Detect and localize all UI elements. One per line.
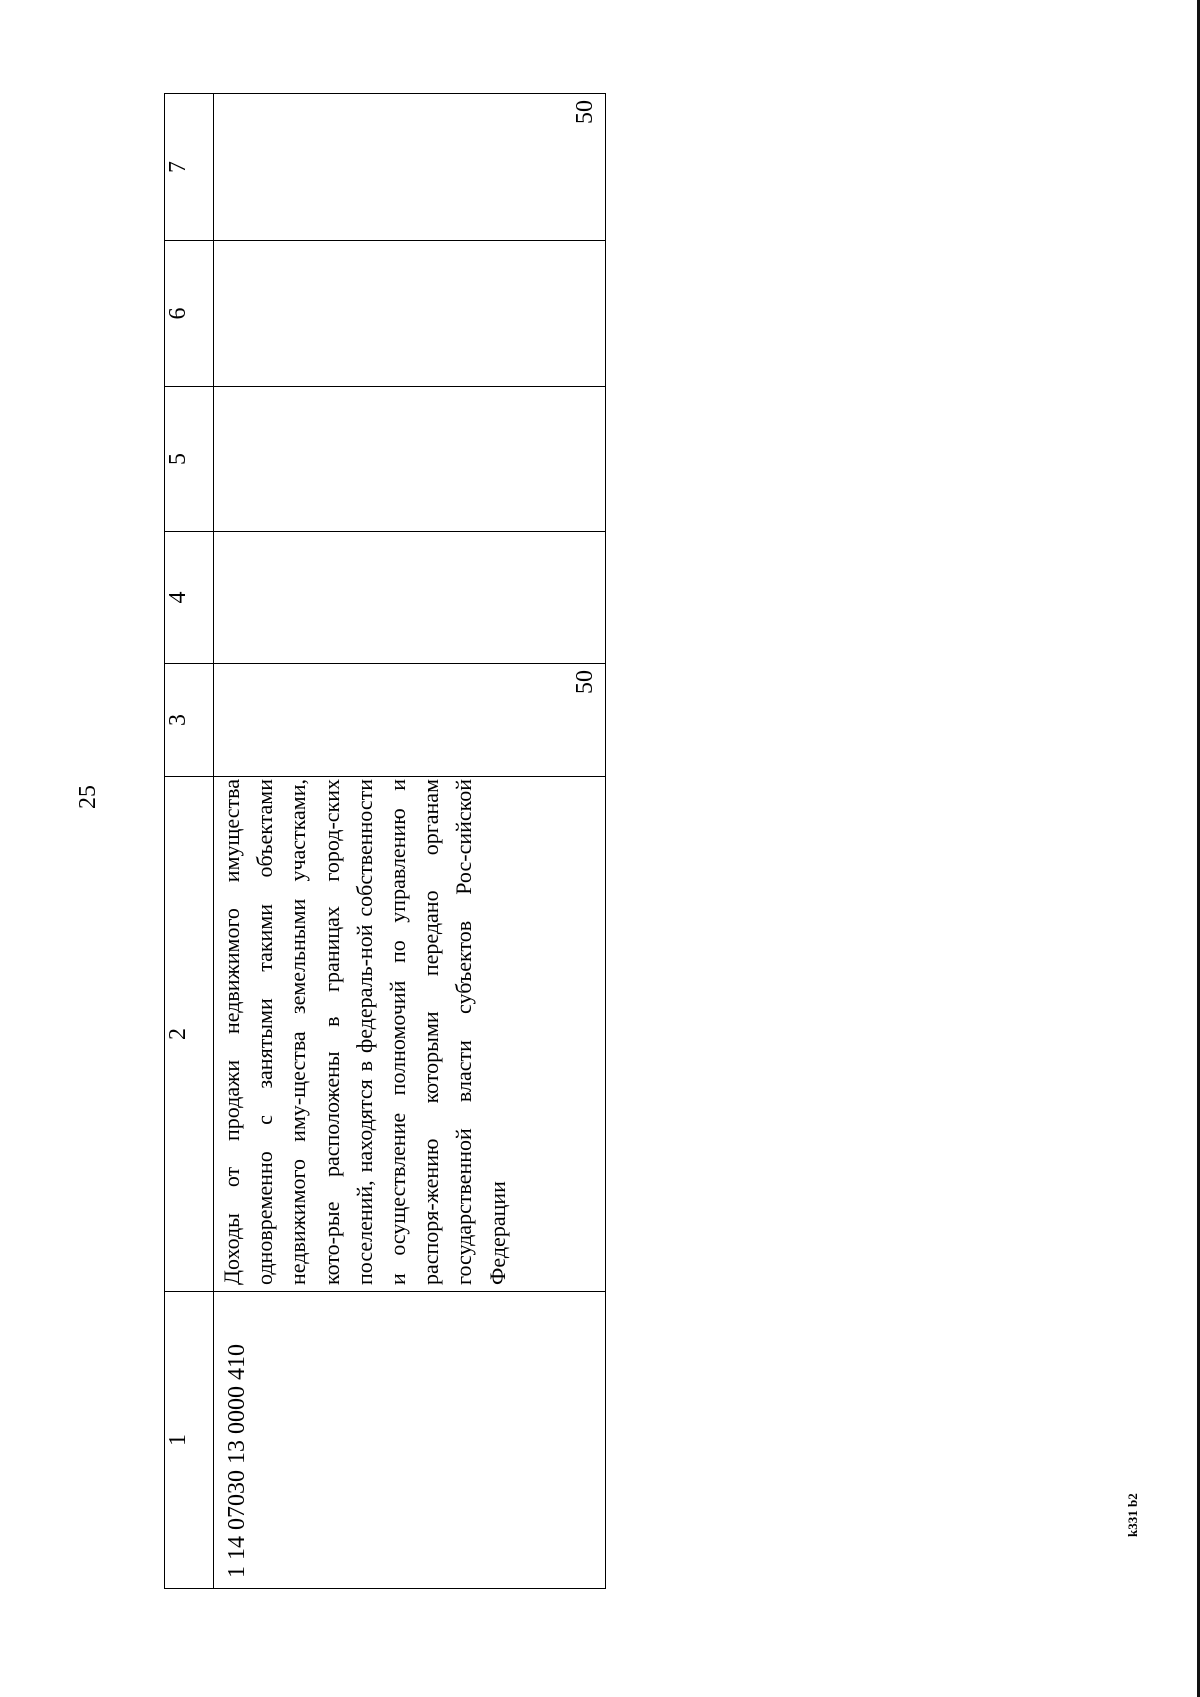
value-cell-col3: 50 [214, 664, 606, 777]
header-cell-3: 3 [165, 664, 214, 777]
table-header-row [165, 94, 214, 1589]
header-cell-2: 2 [165, 777, 214, 1292]
table-row [214, 94, 606, 1589]
header-cell-6: 6 [165, 241, 214, 387]
page-number: 25 [75, 785, 101, 809]
value-cell-col5 [214, 387, 606, 532]
revenue-table [164, 93, 606, 1589]
description-cell: Доходы от продажи недвижимого имущества одновременно с занятыми такими объектами недвижимого иму-щества земельными участками, кото-рые расположены в границах город-ских поселений, находятся в федераль-ной собственности и осуществление полномочий по управлению и распоря-жению которыми передано органам государственной власти субъектов Рос-сийской Федерации [214, 777, 606, 1292]
value-cell-col4 [214, 532, 606, 664]
value-cell-col6 [214, 241, 606, 387]
header-cell-5: 5 [165, 387, 214, 532]
header-cell-4: 4 [165, 532, 214, 664]
value-cell-col7: 50 [214, 94, 606, 241]
header-cell-1: 1 [165, 1292, 214, 1589]
budget-code-cell: 1 14 07030 13 0000 410 [214, 1292, 606, 1589]
header-cell-7: 7 [165, 94, 214, 241]
footer-code: k331 b2 [1125, 1493, 1140, 1537]
